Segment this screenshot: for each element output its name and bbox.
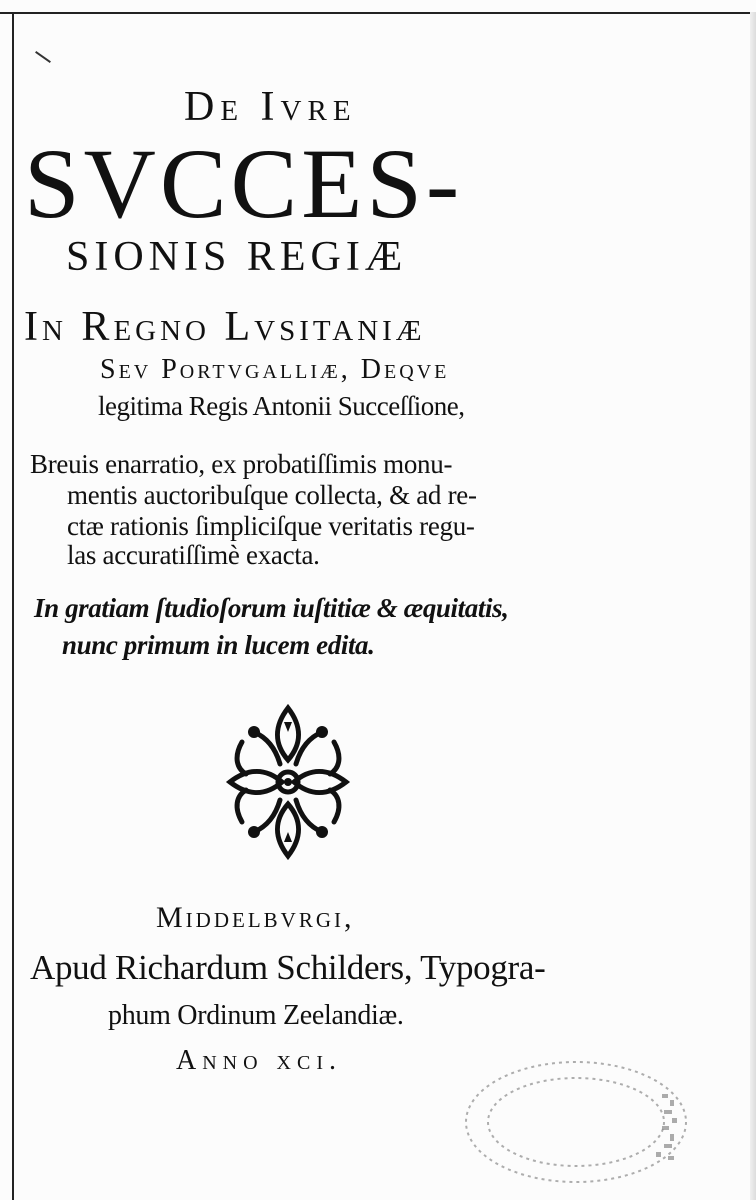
title-line-3: SIONIS REGIÆ xyxy=(66,234,408,280)
page-right-shadow xyxy=(750,12,756,1200)
page-top-border xyxy=(0,12,756,14)
dedication-line-2: nunc primum in lucem edita. xyxy=(62,630,375,660)
library-stamp-icon xyxy=(456,1052,716,1192)
description-line-4: las accuratiſſimè exacta. xyxy=(67,540,320,570)
subtitle-line-2: Sev Portvgalliæ, Deqve xyxy=(100,354,450,385)
subtitle-line-3: legitima Regis Antonii Succeſſione, xyxy=(98,391,465,421)
description-line-3: ctæ rationis ſimpliciſque veritatis regu- xyxy=(67,511,475,541)
description-line-2: mentis auctoribuſque collecta, & ad re- xyxy=(67,480,477,510)
description-line-1: Breuis enarratio, ex probatiſſimis monu- xyxy=(30,449,453,479)
printers-fleuron-icon xyxy=(224,702,352,862)
title-line-1: De Ivre xyxy=(184,84,357,130)
ink-mark xyxy=(35,51,51,63)
imprint-printer-line-1: Apud Richardum Schilders, Typogra- xyxy=(30,948,546,987)
title-line-2: SVCCES- xyxy=(24,128,464,239)
dedication-line-1: In gratiam ſtudioſorum iuſtitiæ & æquitatis, xyxy=(34,593,509,623)
imprint-printer-line-2: phum Ordinum Zeelandiæ. xyxy=(108,1000,404,1031)
page-left-border xyxy=(12,12,14,1200)
imprint-city: Middelbvrgi, xyxy=(156,901,355,934)
imprint-year: Anno xci. xyxy=(176,1045,342,1076)
subtitle-line-1: In Regno Lvsitaniæ xyxy=(24,304,426,350)
